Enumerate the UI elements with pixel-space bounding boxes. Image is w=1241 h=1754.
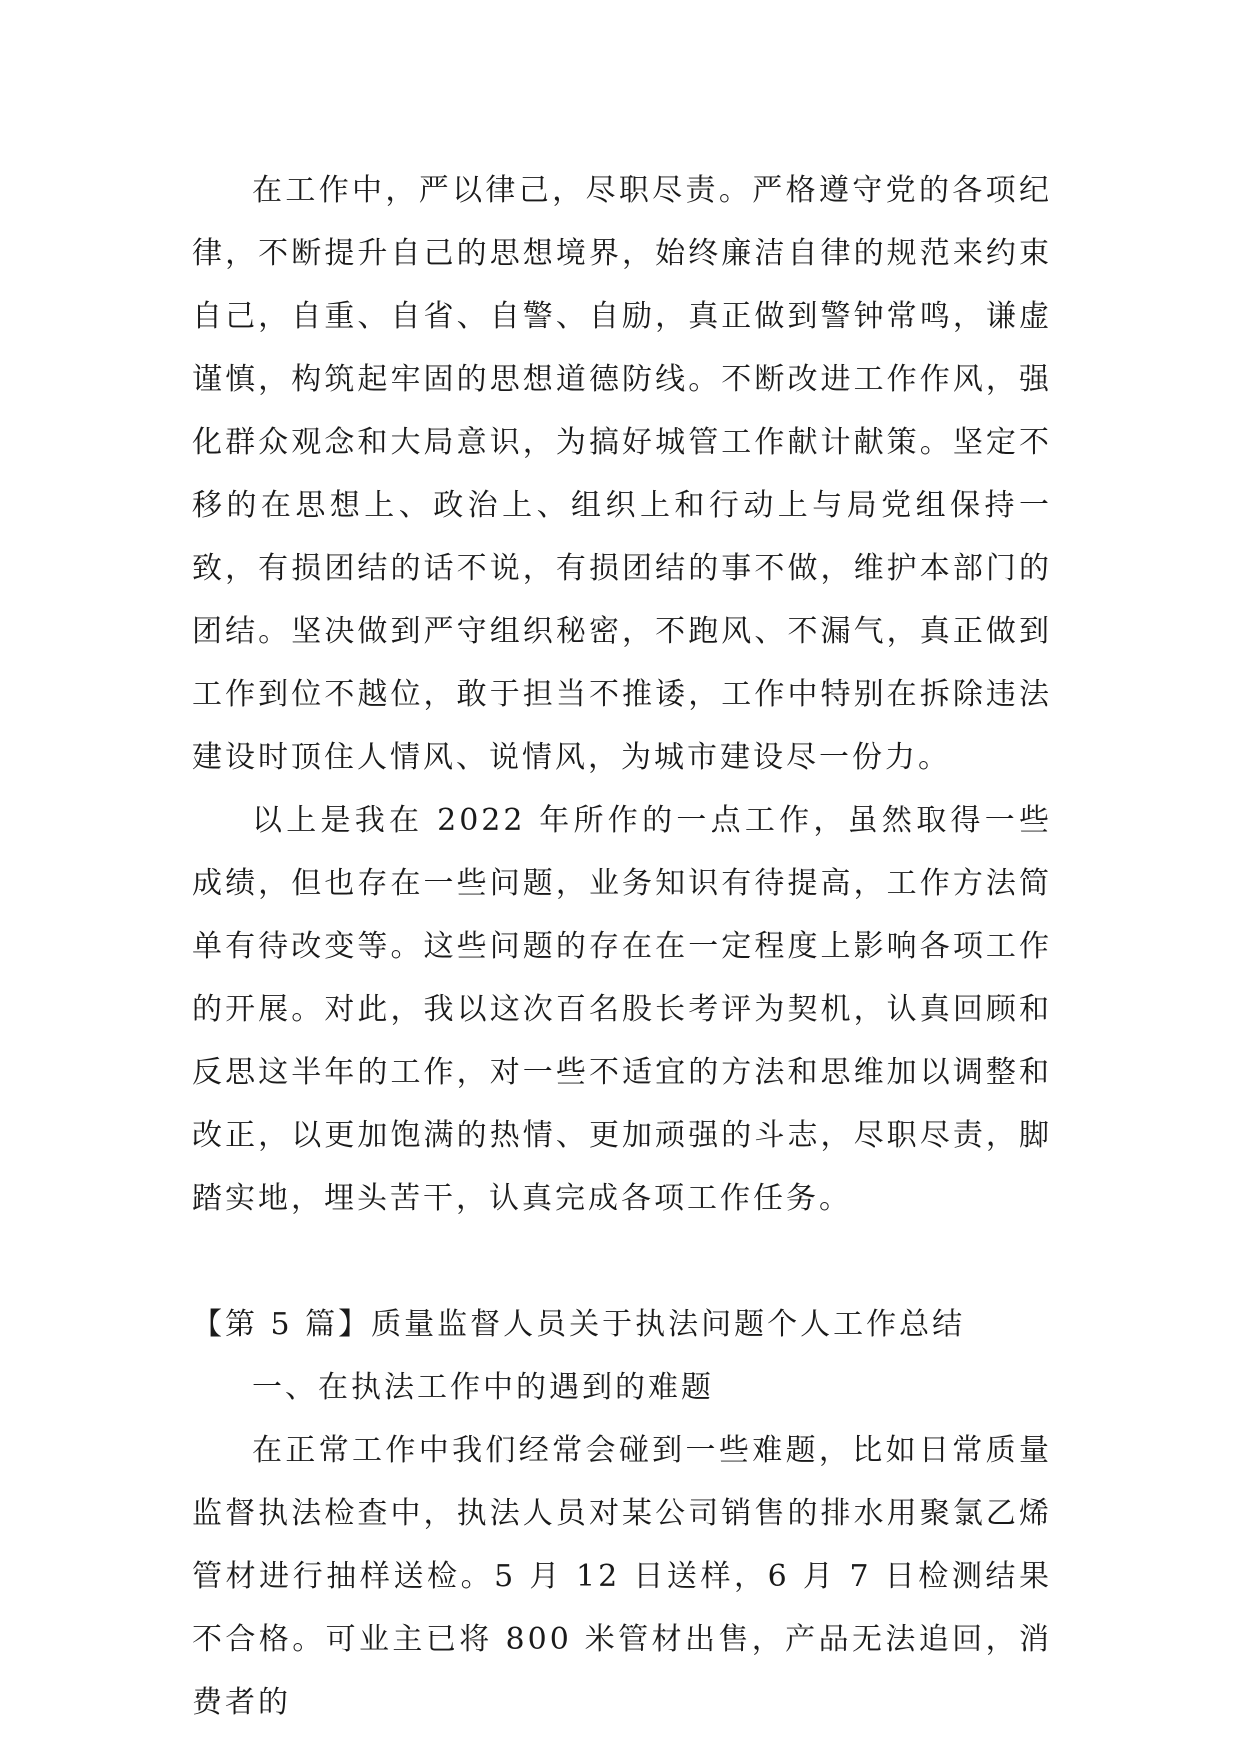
paragraph-enforcement-problem: 在正常工作中我们经常会碰到一些难题，比如日常质量监督执法检查中，执法人员对某公司销售的排水用聚氯乙烯管材进行抽样送检。5 月 12 日送样，6 月 7 日检测结果不合格。可业主已将 800 米管材出售，产品无法追回，消费者的 <box>192 1433 1052 1720</box>
paragraph-discipline: 在工作中，严以律己，尽职尽责。严格遵守党的各项纪律，不断提升自己的思想境界，始终廉洁自律的规范来约束自己，自重、自省、自警、自励，真正做到警钟常鸣，谦虚谨慎，构筑起牢固的思想道德防线。不断改进工作作风，强化群众观念和大局意识，为搞好城管工作献计献策。坚定不移的在思想上、政治上、组织上和行动上与局党组保持一致，有损团结的话不说，有损团结的事不做，维护本部门的团结。坚决做到严守组织秘密，不跑风、不漏气，真正做到工作到位不越位，敢于担当不推诿，工作中特别在拆除违法建设时顶住人情风、说情风，为城市建设尽一份力。 <box>192 173 1052 775</box>
paragraph-spacer <box>192 1230 1052 1293</box>
article-heading: 【第 5 篇】质量监督人员关于执法问题个人工作总结 <box>192 1307 966 1342</box>
paragraph-summary: 以上是我在 2022 年所作的一点工作，虽然取得一些成绩，但也存在一些问题，业务知识有待提高，工作方法简单有待改变等。这些问题的存在在一定程度上影响各项工作的开展。对此，我以这次百名股长考评为契机，认真回顾和反思这半年的工作，对一些不适宜的方法和思维加以调整和改正，以更加饱满的热情、更加顽强的斗志，尽职尽责，脚踏实地，埋头苦干，认真完成各项工作任务。 <box>192 803 1052 1216</box>
section-heading: 一、在执法工作中的遇到的难题 <box>252 1370 714 1405</box>
document-body <box>192 159 1052 1734</box>
